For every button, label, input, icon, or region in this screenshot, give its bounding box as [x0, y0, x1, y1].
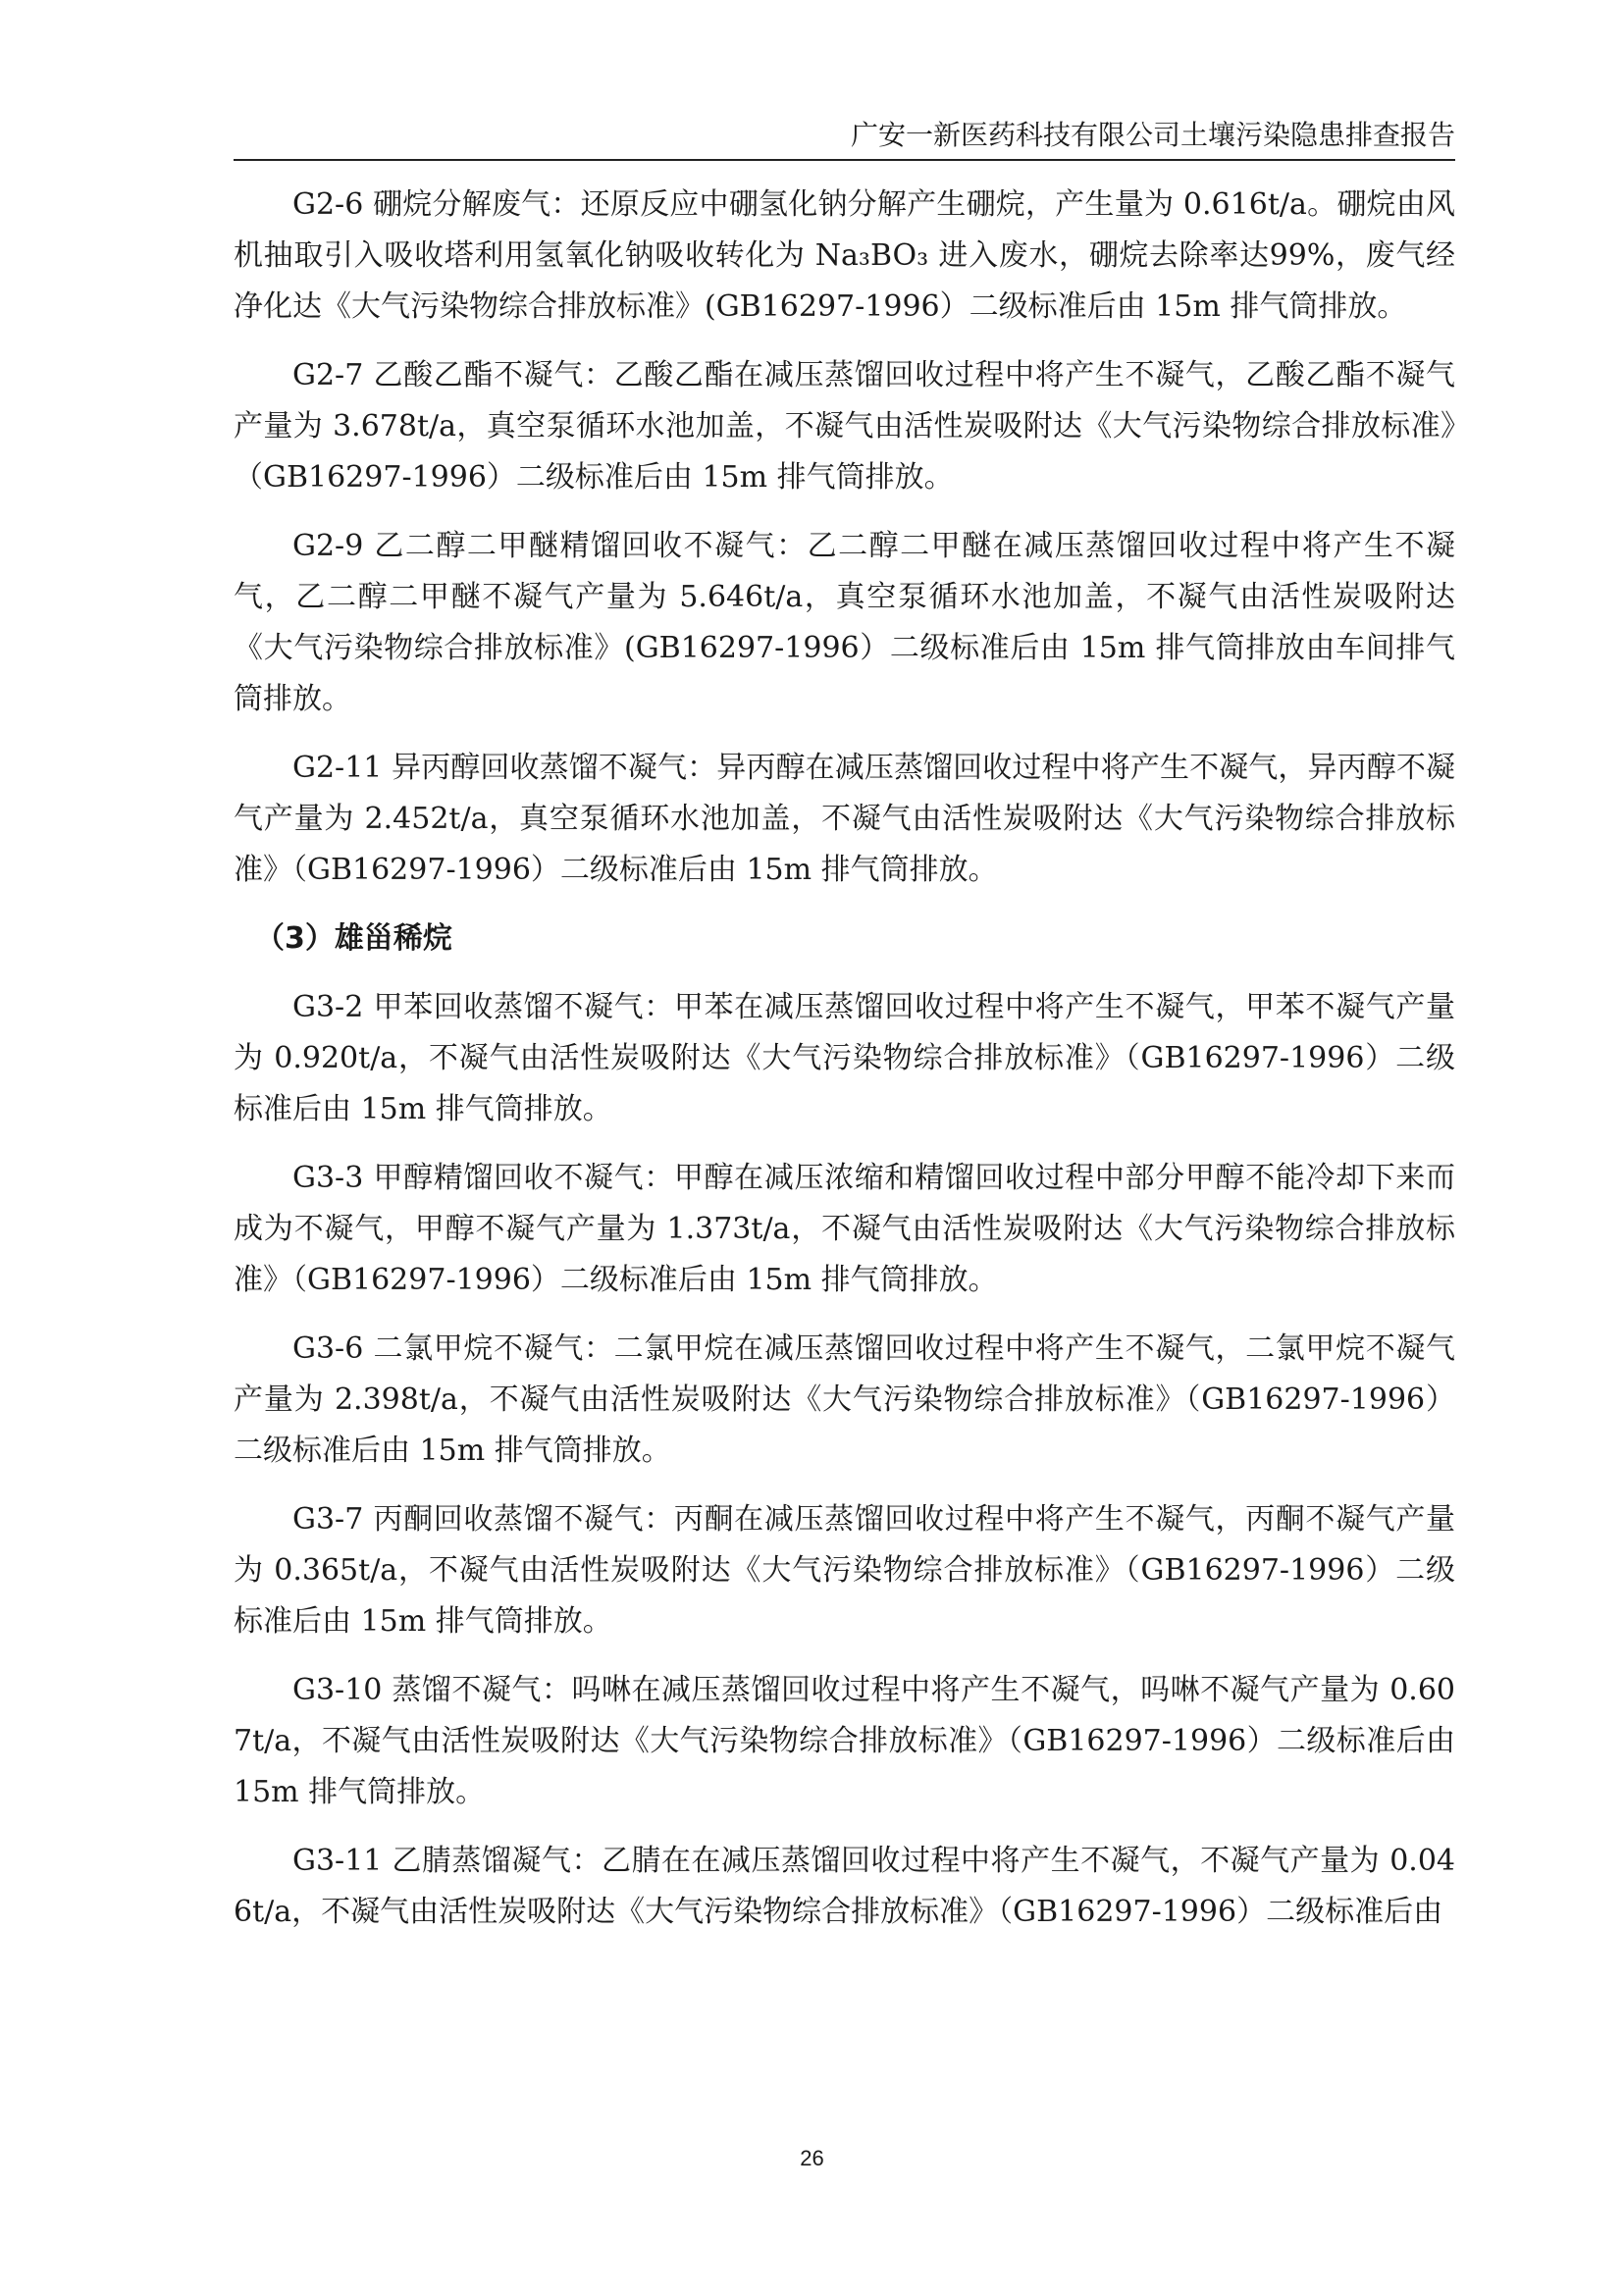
- section-heading: （3）雄甾稀烷: [255, 921, 452, 956]
- paragraph-g2-11: G2-11 异丙醇回收蒸馏不凝气：异丙醇在减压蒸馏回收过程中将产生不凝气，异丙醇不凝气产量为 2.452t/a，真空泵循环水池加盖，不凝气由活性炭吸附达《大气污染物综合排放标准》（GB16297-1996）二级标准后由 15m 排气筒排放。: [234, 751, 1455, 887]
- paragraph-g2-7: G2-7 乙酸乙酯不凝气：乙酸乙酯在减压蒸馏回收过程中将产生不凝气，乙酸乙酯不凝气产量为 3.678t/a，真空泵循环水池加盖，不凝气由活性炭吸附达《大气污染物综合排放标准》（GB16297-1996）二级标准后由 15m 排气筒排放。: [234, 358, 1455, 495]
- paragraph-g3-2: G3-2 甲苯回收蒸馏不凝气：甲苯在减压蒸馏回收过程中将产生不凝气，甲苯不凝气产量为 0.920t/a，不凝气由活性炭吸附达《大气污染物综合排放标准》（GB16297-1996）二级标准后由 15m 排气筒排放。: [234, 990, 1455, 1126]
- document-body: [234, 180, 1455, 1956]
- paragraph-g3-3: G3-3 甲醇精馏回收不凝气：甲醇在减压浓缩和精馏回收过程中部分甲醇不能冷却下来而成为不凝气，甲醇不凝气产量为 1.373t/a，不凝气由活性炭吸附达《大气污染物综合排放标准》（GB16297-1996）二级标准后由 15m 排气筒排放。: [234, 1161, 1455, 1297]
- page-number: 26: [800, 2146, 824, 2170]
- paragraph-g2-6: G2-6 硼烷分解废气：还原反应中硼氢化钠分解产生硼烷，产生量为 0.616t/a。硼烷由风机抽取引入吸收塔利用氢氧化钠吸收转化为 Na₃BO₃ 进入废水，硼烷去除率达99%，废气经净化达《大气污染物综合排放标准》(GB16297-1996）二级标准后由 15m 排气筒排放。: [234, 187, 1455, 324]
- paragraph-g3-6: G3-6 二氯甲烷不凝气：二氯甲烷在减压蒸馏回收过程中将产生不凝气，二氯甲烷不凝气产量为 2.398t/a，不凝气由活性炭吸附达《大气污染物综合排放标准》（GB16297-1996）二级标准后由 15m 排气筒排放。: [234, 1331, 1455, 1468]
- paragraph-g2-9: G2-9 乙二醇二甲醚精馏回收不凝气：乙二醇二甲醚在减压蒸馏回收过程中将产生不凝气，乙二醇二甲醚不凝气产量为 5.646t/a，真空泵循环水池加盖，不凝气由活性炭吸附达《大气污染物综合排放标准》(GB16297-1996）二级标准后由 15m 排气筒排放由车间排气筒排放。: [234, 529, 1455, 716]
- paragraph-g3-7: G3-7 丙酮回收蒸馏不凝气：丙酮在减压蒸馏回收过程中将产生不凝气，丙酮不凝气产量为 0.365t/a，不凝气由活性炭吸附达《大气污染物综合排放标准》（GB16297-1996）二级标准后由 15m 排气筒排放。: [234, 1502, 1455, 1639]
- paragraph-g3-11: G3-11 乙腈蒸馏凝气：乙腈在在减压蒸馏回收过程中将产生不凝气，不凝气产量为 0.046t/a，不凝气由活性炭吸附达《大气污染物综合排放标准》（GB16297-1996）二级标准后由: [234, 1844, 1455, 1929]
- running-header: 广安一新医药科技有限公司土壤污染隐患排查报告: [234, 116, 1455, 161]
- paragraph-g3-10: G3-10 蒸馏不凝气：吗啉在减压蒸馏回收过程中将产生不凝气，吗啉不凝气产量为 0.607t/a，不凝气由活性炭吸附达《大气污染物综合排放标准》（GB16297-1996）二级标准后由 15m 排气筒排放。: [234, 1673, 1455, 1809]
